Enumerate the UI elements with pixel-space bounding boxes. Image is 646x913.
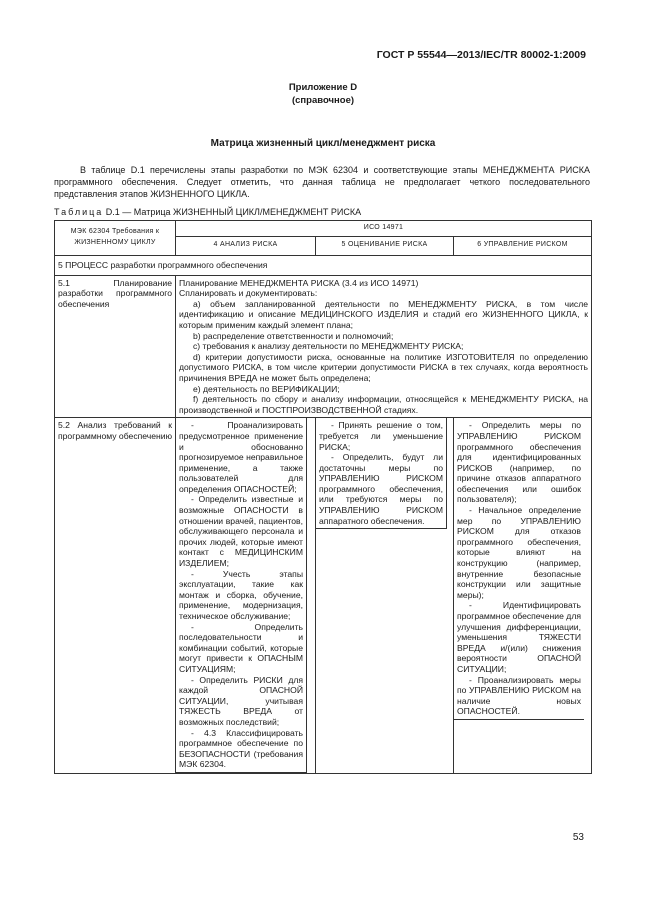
plan-item-f: f) деятельность по сбору и анализу информации, относящейся к МЕНЕДЖМЕНТУ РИСКА, на производственной и ПОСТПРОИЗВОДСТВЕННОЙ стадиях. — [179, 394, 588, 415]
col-header-risk-control: 6 УПРАВЛЕНИЕ РИСКОМ — [454, 236, 592, 255]
row-5-1 — [55, 275, 592, 418]
col-header-risk-analysis: 4 АНАЛИЗ РИСКА — [176, 236, 316, 255]
row-5-1-content — [176, 275, 592, 418]
matrix-title: Матрица жизненный цикл/менеджмент риска — [210, 138, 436, 149]
plan-item-c: c) требования к анализу деятельности по МЕНЕДЖМЕНТУ РИСКА; — [193, 341, 464, 352]
section-5-label: 5 ПРОЦЕСС разработки программного обеспечения — [55, 255, 592, 275]
intro-paragraph — [54, 164, 590, 200]
plan-item-b: b) распределение ответственности и полномочий; — [193, 330, 394, 341]
analysis-item: - Определить известные и возможные ОПАСНОСТИ в отношении врачей, пациентов, обслуживающего персонала и прочих людей, которые имеют контакт с МЕДИЦИНСКИМ ИЗДЕЛИЕМ; — [179, 494, 303, 569]
control-item: - Начальное определение мер по УПРАВЛЕНИЮ РИСКОМ для отказов программного обеспечения, которые влияют на конструкцию (например, внутренние безопасные конструкции или защитные меры); — [457, 505, 581, 600]
row-5-2-analysis — [176, 418, 316, 774]
row-5-2-evaluation — [316, 418, 454, 774]
control-item: - Определить меры по УПРАВЛЕНИЮ РИСКОМ программного обеспечения для идентифицированных РИСКОВ (например, по причине отказов аппаратного обеспечения или ошибок пользователя); — [457, 420, 581, 505]
evaluation-item: - Определить, будут ли достаточны меры по УПРАВЛЕНИЮ РИСКОМ программного обеспечения, или требуются меры по УПРАВЛЕНИЮ РИСКОМ аппаратного обеспечения. — [319, 452, 443, 526]
analysis-item: - Определить РИСКИ для каждой ОПАСНОЙ СИТУАЦИИ, учитывая ТЯЖЕСТЬ ВРЕДА от возможных последствий; — [179, 674, 303, 727]
analysis-item: - 4.3 Классифицировать программное обеспечение по БЕЗОПАСНОСТИ (требования МЭК 62304. — [179, 727, 303, 770]
row-5-1-label: 5.1 Планирование разработки программного обеспечения — [55, 275, 176, 418]
plan-item-a: a) объем запланированной деятельности по МЕНЕДЖМЕНТУ РИСКА, в том числе идентификацию и описание МЕДИЦИНСКОГО ИЗДЕЛИЯ и стадий его ЖИЗНЕННОГО ЦИКЛА, к которым применим каждый элемент плана; — [179, 298, 588, 330]
standard-header: ГОСТ Р 55544—2013/IEC/TR 80002-1:2009 — [376, 49, 586, 61]
control-item: - Проанализировать меры по УПРАВЛЕНИЮ РИСКОМ на наличие новых ОПАСНОСТЕЙ. — [457, 674, 581, 717]
analysis-item: - Определить последовательности и комбинации событий, которые могут привести к ОПАСНЫМ СИТУАЦИЯМ; — [179, 621, 303, 674]
appendix-subtitle: (справочное) — [291, 95, 355, 106]
evaluation-box — [316, 418, 447, 529]
table-header-row-1 — [55, 221, 592, 237]
row-5-2-control — [454, 418, 592, 774]
row-5-2 — [55, 418, 592, 774]
plan-line: Спланировать и документировать: — [179, 288, 318, 299]
appendix-heading — [0, 81, 646, 107]
col-header-risk-evaluation: 5 ОЦЕНИВАНИЕ РИСКА — [316, 236, 454, 255]
col-header-iso14971: ИСО 14971 — [176, 221, 592, 237]
analysis-box — [176, 418, 307, 773]
control-box — [454, 418, 584, 720]
lifecycle-risk-matrix — [54, 220, 592, 774]
col-header-iec62304: МЭК 62304 Требования к ЖИЗНЕННОМУ ЦИКЛУ — [55, 221, 176, 256]
plan-item-d: d) критерии допустимости риска, основанные на политике ИЗГОТОВИТЕЛЯ по определению допустимого РИСКА, в том числе критерии допустимости РИСКА в тех случаях, когда вероятность причинения ВРЕДА не может быть определена; — [179, 351, 588, 383]
caption-text: D.1 — Матрица ЖИЗНЕННЫЙ ЦИКЛ/МЕНЕДЖМЕНТ РИСКА — [103, 207, 362, 217]
table-caption — [54, 207, 361, 217]
evaluation-item: - Принять решение о том, требуется ли уменьшение РИСКА; — [319, 420, 443, 452]
analysis-item: - Учесть этапы эксплуатации, такие как монтаж и сборка, обучение, применение, модернизация, техническое обслуживание; — [179, 568, 303, 621]
caption-prefix: Таблица — [54, 207, 104, 217]
analysis-item: - Проанализировать предусмотренное применение и обоснованно прогнозируемое неправильное применение, а также пользователей для определения ОПАСНОСТЕЙ; — [179, 420, 303, 494]
plan-item-e: e) деятельность по ВЕРИФИКАЦИИ; — [193, 383, 340, 394]
section-row — [55, 255, 592, 275]
row-5-2-label: 5.2 Анализ требований к программному обеспечению — [55, 418, 176, 774]
page-number: 53 — [572, 832, 584, 843]
intro-text: В таблице D.1 перечислены этапы разработки по МЭК 62304 и соответствующие этапы МЕНЕДЖМЕНТА РИСКА программного обеспечения. Следует отметить, что данная таблица не предполагает четкого последовательного представления этапов ЖИЗНЕННОГО ЦИКЛА. — [54, 165, 590, 199]
control-item: - Идентифицировать программное обеспечение для улучшения дифференциации, уменьшения ТЯЖЕСТИ ВРЕДА и/(или) снижения вероятности ОПАСНОЙ СИТУАЦИИ; — [457, 600, 581, 674]
appendix-title: Приложение D — [288, 82, 358, 93]
plan-line: Планирование МЕНЕДЖМЕНТА РИСКА (3.4 из ИСО 14971) — [179, 277, 419, 288]
